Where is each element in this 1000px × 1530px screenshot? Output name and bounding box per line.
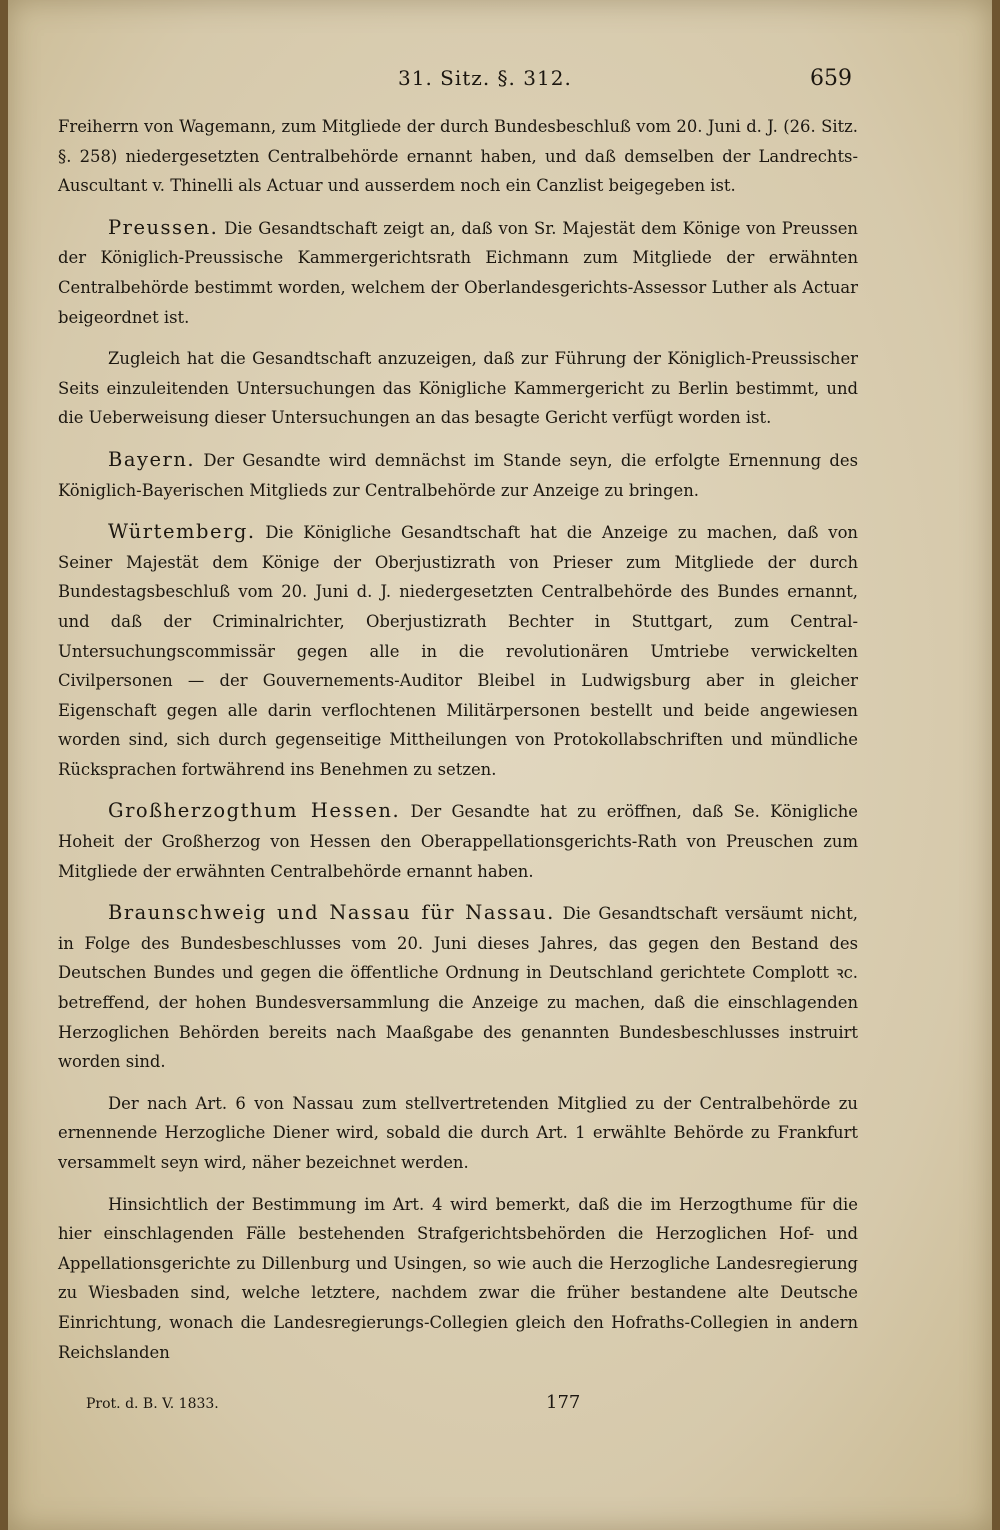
- paragraph-text: Die Königliche Gesandtschaft hat die Anzeige zu machen, daß von Seiner Majestät dem Könige der Oberjustizrath von Prieser zum Mitgliede der durch Bundestagsbeschluß vom 20. Juni d. J. niedergesetzten Centralbehörde des Bundes ernannt, und daß der Criminalrichter, Oberjustizrath Bechter in Stuttgart, zum Central-Untersuchungscommissär gegen alle in die revolutionären Umtriebe verwickelten Civilpersonen — der Gouvernements-Auditor Bleibel in Ludwigsburg aber in gleicher Eigenschaft gegen alle darin verflochtenen Militärpersonen bestellt und beide angewiesen worden sind, sich durch gegenseitige Mittheilungen von Protokollabschriften und mündliche Rücksprachen fortwährend ins Benehmen zu setzen.: [58, 523, 858, 779]
- state-heading: Braunschweig und Nassau für Nassau.: [108, 901, 555, 925]
- document-page: [8, 0, 992, 1530]
- page-number: 659: [810, 66, 852, 91]
- paragraph-nassau: [58, 898, 858, 1077]
- paragraph-preussen: [58, 213, 858, 332]
- paragraph-text: Die Gesandtschaft versäumt nicht, in Folge des Bundesbeschlusses vom 20. Juni dieses Jahres, das gegen den Bestand des Deutschen Bundes und gegen die öffentliche Ordnung in Deutschland gerichtete Complott ꝛc. betreffend, der hohen Bundesversammlung die Anzeige zu machen, daß die einschlagenden Herzoglichen Behörden bereits nach Maaßgabe des genannten Bundesbeschlusses instruirt worden sind.: [58, 904, 858, 1072]
- paragraph-text: Zugleich hat die Gesandtschaft anzuzeigen, daß zur Führung der Königlich-Preussischer Seits einzuleitenden Untersuchungen das Königliche Kammergericht zu Berlin bestimmt, und die Ueberweisung dieser Untersuchungen an das besagte Gericht verfügt worden ist.: [58, 349, 858, 428]
- paragraph-continuation: [58, 112, 858, 201]
- paragraph-text: Der Gesandte wird demnächst im Stande seyn, die erfolgte Ernennung des Königlich-Bayerischen Mitglieds zur Centralbehörde zur Anzeige zu bringen.: [58, 450, 859, 500]
- page-header: [8, 66, 992, 96]
- paragraph-text: Der Gesandte hat zu eröffnen, daß Se. Königliche Hoheit der Großherzog von Hessen den Oberappellationsgerichts-Rath von Preuschen zum Mitgliede der erwähnten Centralbehörde ernannt haben.: [58, 802, 858, 881]
- state-heading: Würtemberg.: [108, 520, 256, 544]
- paragraph-bayern: [58, 445, 858, 505]
- state-heading: Großherzogthum Hessen.: [108, 799, 401, 823]
- paragraph-nassau-3: [58, 1190, 858, 1368]
- paragraph-wuertemberg: [58, 517, 858, 784]
- paragraph-text: Freiherrn von Wagemann, zum Mitgliede der durch Bundesbeschluß vom 20. Juni d. J. (26. Sitz. §. 258) niedergesetzten Centralbehörde ernannt haben, und daß demselben der Landrechts-Auscultant v. Thinelli als Actuar und ausserdem noch ein Canzlist beigegeben ist.: [58, 117, 858, 196]
- paragraph-text: Hinsichtlich der Bestimmung im Art. 4 wird bemerkt, daß die im Herzogthume für die hier einschlagenden Fälle bestehenden Strafgerichtsbehörden die Herzoglichen Hof- und Appellationsgerichte zu Dillenburg und Usingen, so wie auch die Herzogliche Landesregierung zu Wiesbaden sind, welche letztere, nachdem zwar die früher bestandene alte Deutsche Einrichtung, wonach die Landesregierungs-Collegien gleich den Hofraths-Collegien in andern Reichslanden: [58, 1194, 858, 1362]
- body-text: [58, 112, 858, 1379]
- paragraph-text: Die Gesandtschaft zeigt an, daß von Sr. Majestät dem Könige von Preussen der Königlich-Preussische Kammergerichtsrath Eichmann zum Mitgliede der erwähnten Centralbehörde bestimmt worden, welchem der Oberlandesgerichts-Assessor Luther als Actuar beigeordnet ist.: [58, 218, 858, 327]
- paragraph-nassau-2: [58, 1089, 858, 1178]
- state-heading: Preussen.: [108, 215, 219, 239]
- sheet-number: 177: [546, 1392, 581, 1413]
- signature-mark: Prot. d. B. V. 1833.: [86, 1396, 219, 1412]
- paragraph-hessen: [58, 796, 858, 886]
- paragraph-preussen-2: [58, 344, 858, 433]
- state-heading: Bayern.: [108, 447, 196, 471]
- paragraph-text: Der nach Art. 6 von Nassau zum stellvertretenden Mitglied zu der Centralbehörde zu ernennende Herzogliche Diener wird, sobald die durch Art. 1 erwählte Behörde zu Frankfurt versammelt seyn wird, näher bezeichnet werden.: [58, 1093, 858, 1172]
- page-footer: [8, 1394, 992, 1418]
- running-head: 31. Sitz. §. 312.: [398, 66, 572, 90]
